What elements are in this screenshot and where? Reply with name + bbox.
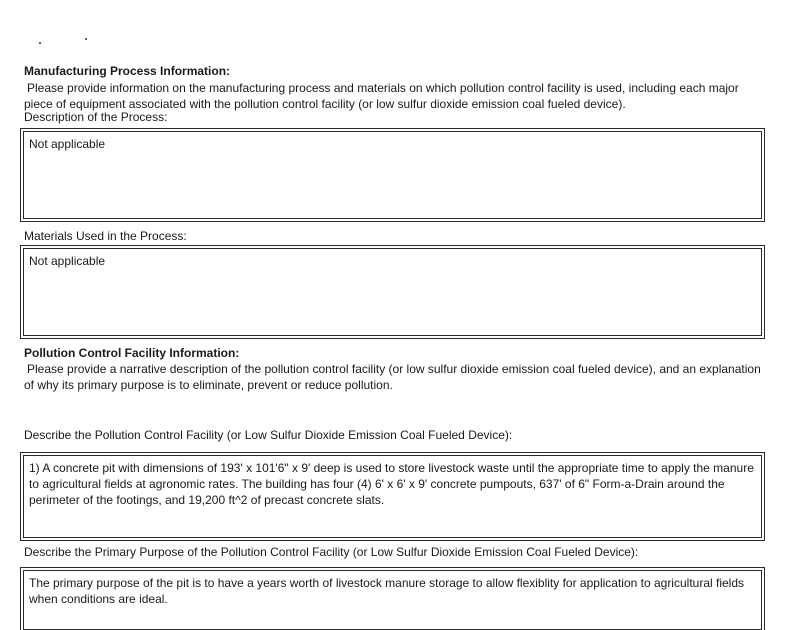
materials-used-field[interactable] bbox=[23, 248, 762, 336]
describe-facility-value: 1) A concrete pit with dimensions of 193' x 101'6" x 9' deep is used to store livestock waste until the appropriate time to apply the manure to agricultural fields at agronomic rates. The building has four (4) 6' x 6' x 9' concrete pumpouts, 637' of 6" Form-a-Drain around the perimeter of the footings, and 19,200 ft^2 of precast concrete slats. bbox=[29, 461, 754, 507]
manufacturing-section-title: Manufacturing Process Information: bbox=[24, 64, 231, 78]
scan-speck bbox=[85, 38, 87, 40]
process-description-value: Not applicable bbox=[29, 137, 106, 151]
pollution-control-instructions: Please provide a narrative description of the pollution control facility (or low sulfur dioxide emission coal fueled device), and an explanation of why its primary purpose is to eliminate, prevent or reduce pollution. bbox=[24, 362, 761, 392]
primary-purpose-field[interactable] bbox=[23, 570, 762, 630]
describe-facility-label: Describe the Pollution Control Facility (or Low Sulfur Dioxide Emission Coal Fueled Device): bbox=[24, 428, 513, 442]
materials-used-label: Materials Used in the Process: bbox=[24, 229, 187, 243]
manufacturing-instructions: Please provide information on the manufacturing process and materials on which pollution control facility is used, including each major piece of equipment associated with the pollution control facility (or low sulfur dioxide emission coal fueled device). bbox=[24, 81, 739, 111]
materials-used-value: Not applicable bbox=[29, 254, 106, 268]
process-description-field[interactable] bbox=[23, 131, 762, 219]
primary-purpose-label: Describe the Primary Purpose of the Pollution Control Facility (or Low Sulfur Dioxide Emission Coal Fueled Device): bbox=[24, 545, 639, 559]
scan-speck bbox=[39, 42, 41, 44]
describe-facility-field[interactable] bbox=[23, 455, 762, 538]
primary-purpose-value: The primary purpose of the pit is to have a years worth of livestock manure storage to allow flexiblity for application to agricultural fields when conditions are ideal. bbox=[29, 576, 745, 606]
pollution-control-section-title: Pollution Control Facility Information: bbox=[24, 346, 240, 360]
process-description-label: Description of the Process: bbox=[24, 110, 168, 124]
